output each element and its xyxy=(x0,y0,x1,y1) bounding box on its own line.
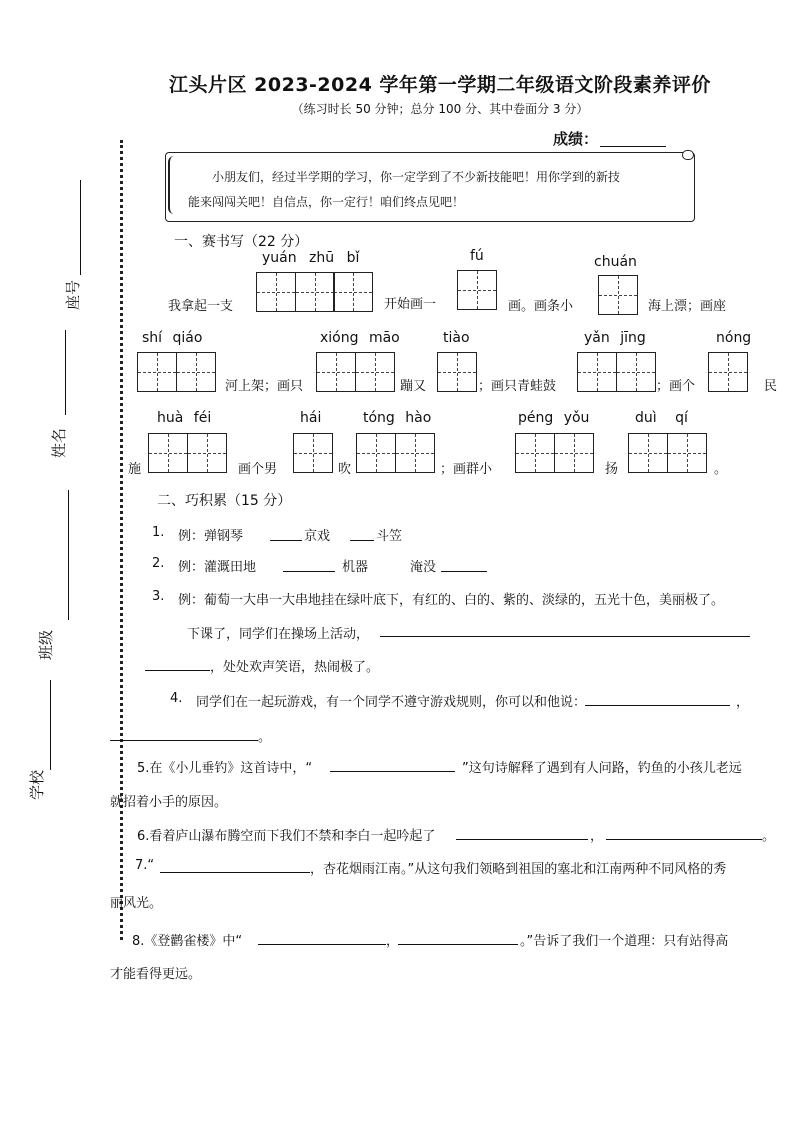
q6-blank-1[interactable] xyxy=(456,839,588,840)
section1-title: 一、赛书写（22 分） xyxy=(174,234,309,250)
score-blank[interactable] xyxy=(600,146,666,147)
q1-number: 1. xyxy=(152,525,165,540)
q1-blank-a[interactable] xyxy=(270,540,302,541)
grid-xiong-mao[interactable] xyxy=(316,352,395,392)
grid-yan-jing[interactable] xyxy=(577,352,656,392)
pinyin-hai: hái xyxy=(300,410,322,426)
q7-blank[interactable] xyxy=(160,872,310,873)
grid-dui-qi[interactable] xyxy=(628,433,707,473)
q1-word-a: 京戏 xyxy=(304,529,331,544)
q3-number: 3. xyxy=(152,589,165,604)
class-label: 班级 xyxy=(37,629,55,660)
page-title: 江头片区 2023-2024 学年第一学期二年级语文阶段素养评价 xyxy=(169,74,711,96)
row3-text-2: 吹 xyxy=(338,462,352,477)
grid-fu[interactable] xyxy=(457,270,497,310)
q4-end: 。 xyxy=(258,730,272,745)
school-label: 学校 xyxy=(28,769,46,800)
q3-prompt: 下课了，同学们在操场上活动， xyxy=(187,627,370,642)
intro-line-2: 能来闯闯关吧！自信点，你一定行！咱们终点见吧！ xyxy=(188,195,465,209)
q3-example: 例：葡萄一大串一大串地挂在绿叶底下，有红的、白的、紫的、淡绿的，五光十色，美丽极了。 xyxy=(178,593,725,608)
q8-blank-1[interactable] xyxy=(258,944,386,945)
q8-comma: ， xyxy=(386,934,400,949)
q2-blank-b[interactable] xyxy=(441,571,487,572)
score-label: 成绩： xyxy=(553,130,599,148)
row1-text-3: 画。画条小 xyxy=(508,299,574,314)
q3-blank-2[interactable] xyxy=(145,670,210,671)
q6-blank-2[interactable] xyxy=(606,839,762,840)
q2-blank-a[interactable] xyxy=(283,571,335,572)
pinyin-yuan-zhu-bi: yuán zhū bǐ xyxy=(262,250,360,266)
q1-blank-b[interactable] xyxy=(350,540,374,541)
row3-text-4: 扬 xyxy=(605,462,619,477)
row3-text-3: ；画群小 xyxy=(440,462,493,477)
pinyin-yan-jing: yǎn jīng xyxy=(584,330,646,346)
q4-comma: ， xyxy=(736,695,750,710)
q6-text-1: 6.看着庐山瀑布腾空而下我们不禁和李白一起吟起了 xyxy=(137,829,436,844)
school-blank[interactable] xyxy=(50,680,51,770)
q8-text-1: 8.《登鹳雀楼》中“ xyxy=(132,934,243,949)
intro-line-1: 小朋友们，经过半学期的学习，你一定学到了不少新技能吧！用你学到的新技 xyxy=(212,170,621,184)
grid-tiao[interactable] xyxy=(437,352,477,392)
q2-example: 例：灌溉田地 xyxy=(178,560,257,575)
grid-chuan[interactable] xyxy=(598,275,638,315)
q5-text-3: 就招着小手的原因。 xyxy=(110,795,228,810)
pinyin-peng-you: péng yǒu xyxy=(518,410,590,426)
row3-text-1: 画个男 xyxy=(238,462,278,477)
q7-text-2: ，杏花烟雨江南。”从这句我们领略到祖国的塞北和江南两种不同风格的秀 xyxy=(310,862,727,877)
pinyin-dui-qi: duì qí xyxy=(635,410,688,426)
grid-tong-hao[interactable] xyxy=(356,433,435,473)
row3-text-0: 施 xyxy=(128,462,142,477)
q8-text-2: 。”告诉了我们一个道理：只有站得高 xyxy=(520,934,729,949)
name-label: 姓名 xyxy=(50,427,68,458)
pinyin-shi-qiao: shí qiáo xyxy=(142,330,203,346)
intro-text xyxy=(188,165,688,215)
q3-end: ，处处欢声笑语，热闹极了。 xyxy=(210,660,380,675)
q7-text-3: 丽风光。 xyxy=(110,896,163,911)
q4-blank-2[interactable] xyxy=(110,740,258,741)
grid-peng-you[interactable] xyxy=(515,433,594,473)
pinyin-hua-fei: huà féi xyxy=(157,410,212,426)
class-blank[interactable] xyxy=(68,490,69,620)
section2-title: 二、巧积累（15 分） xyxy=(157,493,292,509)
q6-end: 。 xyxy=(762,829,776,844)
grid-yuan-zhu-bi[interactable] xyxy=(256,272,373,312)
row2-text-4: ；画个 xyxy=(656,379,696,394)
row2-text-1: 河上架；画只 xyxy=(225,379,304,394)
grid-hai[interactable] xyxy=(293,433,333,473)
pinyin-tiao: tiào xyxy=(443,330,470,346)
scroll-curl-right xyxy=(682,150,694,160)
q1-example: 例：弹钢琴 xyxy=(178,529,244,544)
q4-blank-1[interactable] xyxy=(585,705,730,706)
q2-word-a: 机器 xyxy=(342,560,369,575)
pinyin-nong: nóng xyxy=(716,330,752,346)
seat-label: 座号 xyxy=(64,279,82,310)
name-blank[interactable] xyxy=(65,330,66,415)
row1-text-1: 我拿起一支 xyxy=(168,299,234,314)
row2-text-5: 民 xyxy=(764,379,778,394)
q7-text-1: 7.“ xyxy=(135,858,155,873)
q8-text-3: 才能看得更远。 xyxy=(110,967,202,982)
pinyin-tong-hao: tóng hào xyxy=(363,410,432,426)
row1-text-4: 海上漂；画座 xyxy=(648,299,727,314)
q5-blank[interactable] xyxy=(330,771,455,772)
pinyin-chuan: chuán xyxy=(594,254,637,270)
q6-comma: ， xyxy=(590,829,604,844)
q8-blank-2[interactable] xyxy=(398,944,518,945)
pinyin-xiong-mao: xióng māo xyxy=(320,330,400,346)
grid-shi-qiao[interactable] xyxy=(137,352,216,392)
grid-nong[interactable] xyxy=(708,352,748,392)
grid-hua-fei[interactable] xyxy=(148,433,227,473)
row2-text-3: ；画只青蛙鼓 xyxy=(478,379,557,394)
q5-text-1: 5.在《小儿垂钓》这首诗中，“ xyxy=(137,761,313,776)
q4-number: 4. xyxy=(170,691,183,706)
seat-blank[interactable] xyxy=(80,180,81,275)
row3-text-5: 。 xyxy=(714,462,728,477)
row1-text-2: 开始画一 xyxy=(384,297,437,312)
row2-text-2: 蹦又 xyxy=(400,379,427,394)
scroll-curl-left xyxy=(168,156,182,214)
q3-blank-1[interactable] xyxy=(380,636,750,637)
q2-word-b: 淹没 xyxy=(410,560,437,575)
q5-text-2: ”这句诗解释了遇到有人问路，钓鱼的小孩儿老远 xyxy=(462,761,742,776)
q1-word-b: 斗笠 xyxy=(376,529,403,544)
pinyin-fu: fú xyxy=(470,248,484,264)
q2-number: 2. xyxy=(152,556,165,571)
q4-text: 同学们在一起玩游戏，有一个同学不遵守游戏规则，你可以和他说： xyxy=(196,695,587,710)
page-subtitle: （练习时长 50 分钟；总分 100 分、其中卷面分 3 分） xyxy=(291,102,589,116)
binding-dotted-line xyxy=(120,140,123,940)
